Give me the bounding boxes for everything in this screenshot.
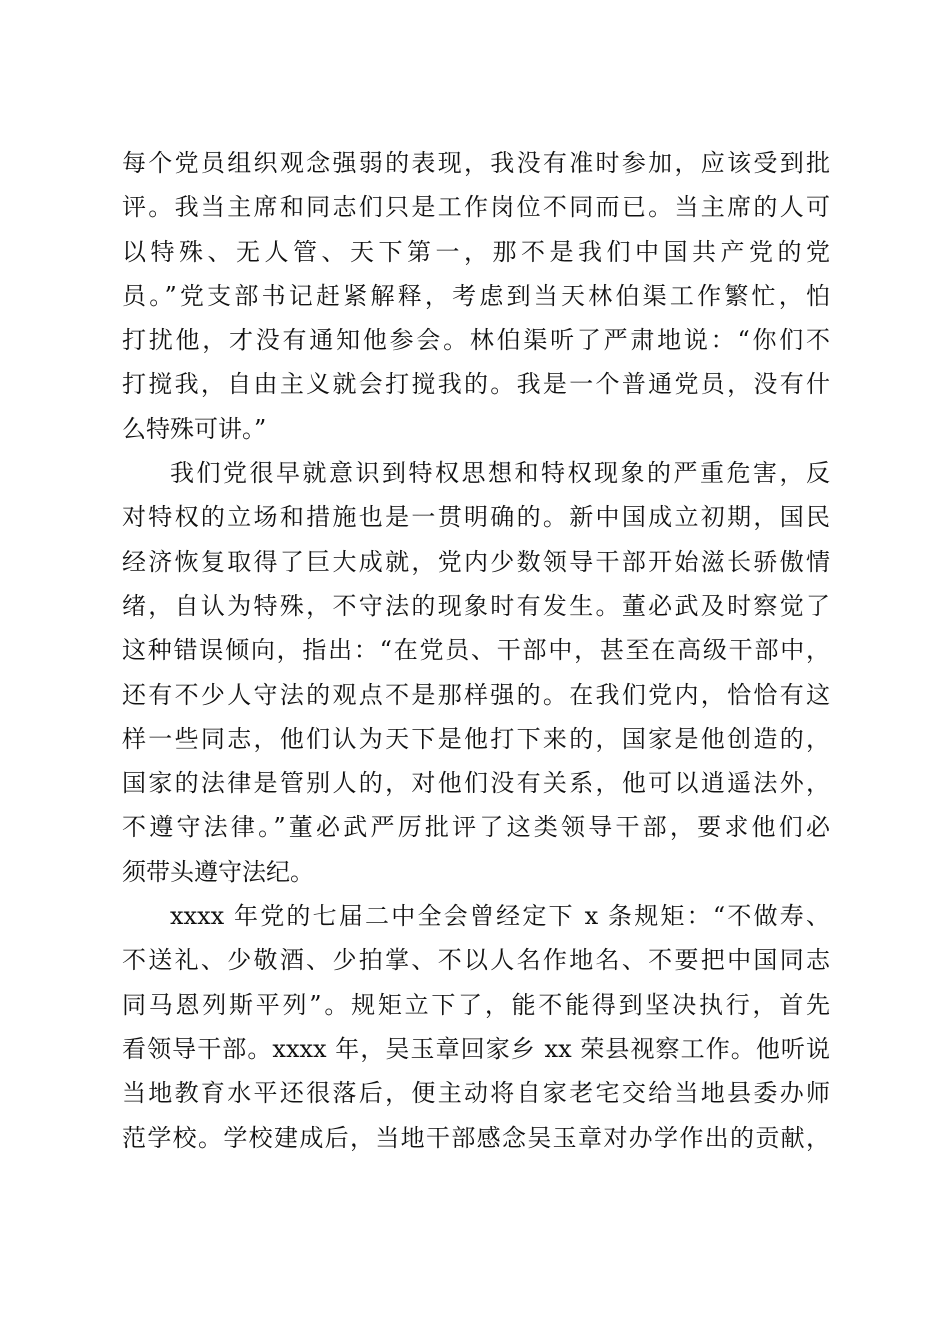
text-line: 打搅我，自由主义就会打搅我的。我是一个普通党员，没有什 — [122, 370, 830, 399]
text-line: 这种错误倾向，指出：“在党员、干部中，甚至在高级干部中， — [122, 636, 830, 665]
text-line: 么特殊可讲。” — [122, 414, 267, 443]
text-line: 须带头遵守法纪。 — [122, 857, 314, 886]
text-line: 评。我当主席和同志们只是工作岗位不同而已。当主席的人可 — [122, 193, 830, 222]
text-line: 范学校。学校建成后，当地干部感念吴玉章对办学作出的贡献， — [122, 1123, 830, 1152]
text-line: 经济恢复取得了巨大成就，党内少数领导干部开始滋长骄傲情 — [122, 547, 830, 576]
text-line: 不遵守法律。”董必武严厉批评了这类领导干部，要求他们必 — [122, 813, 830, 842]
text-line: 绪，自认为特殊，不守法的现象时有发生。董必武及时察觉了 — [122, 591, 830, 620]
text-line: 还有不少人守法的观点不是那样强的。在我们党内，恰恰有这 — [122, 680, 830, 709]
text-line: 看领导干部。xxxx 年，吴玉章回家乡 xx 荣县视察工作。他听说 — [122, 1034, 830, 1063]
text-line: 打扰他，才没有通知他参会。林伯渠听了严肃地说：“你们不 — [122, 326, 830, 355]
text-line: 员。”党支部书记赶紧解释，考虑到当天林伯渠工作繁忙，怕 — [122, 281, 830, 310]
text-line: 我们党很早就意识到特权思想和特权现象的严重危害，反 — [170, 459, 830, 488]
text-line: 每个党员组织观念强弱的表现，我没有准时参加，应该受到批 — [122, 149, 830, 177]
text-line: 以特殊、无人管、天下第一，那不是我们中国共产党的党 — [122, 237, 830, 266]
text-line: 同马恩列斯平列”。规矩立下了，能不能得到坚决执行，首先 — [122, 990, 830, 1019]
text-line: 样一些同志，他们认为天下是他打下来的，国家是他创造的， — [122, 724, 830, 753]
text-line: xxxx 年党的七届二中全会曾经定下 x 条规矩：“不做寿、 — [170, 902, 830, 931]
body-text — [122, 141, 830, 1160]
text-line: 不送礼、少敬酒、少拍掌、不以人名作地名、不要把中国同志 — [122, 946, 830, 975]
text-line: 对特权的立场和措施也是一贯明确的。新中国成立初期，国民 — [122, 503, 830, 532]
text-line: 当地教育水平还很落后，便主动将自家老宅交给当地县委办师 — [122, 1079, 830, 1108]
text-line: 国家的法律是管别人的，对他们没有关系，他可以逍遥法外， — [122, 769, 830, 798]
